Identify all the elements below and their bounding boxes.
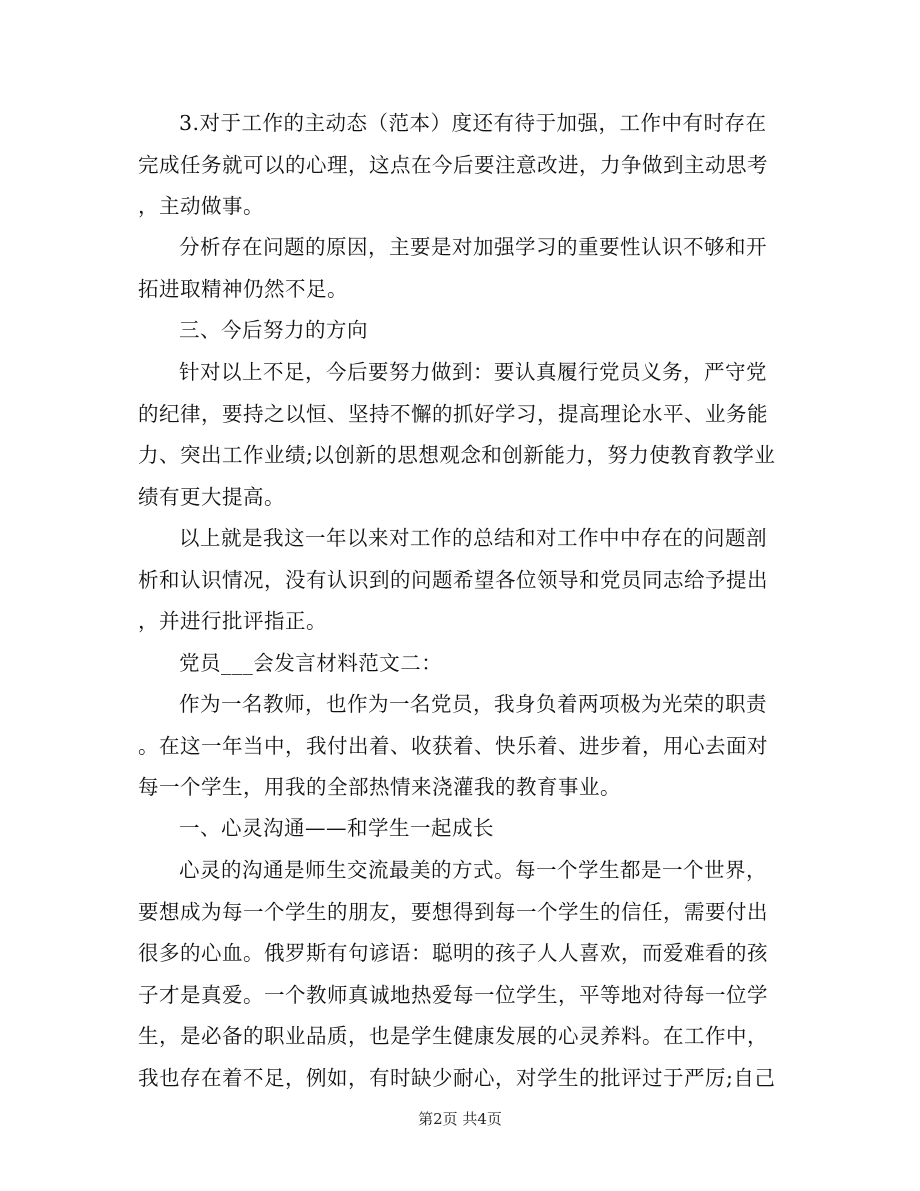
text-line: 的纪律，要持之以恒、坚持不懈的抓好学习，提高理论水平、业务能 xyxy=(138,401,768,426)
para-conclusion xyxy=(138,518,788,643)
text-line: 针对以上不足，今后要努力做到：要认真履行党员义务，严守党 xyxy=(179,360,767,384)
text-line: ，主动做事。 xyxy=(138,194,264,218)
text-line: 心灵的沟通是师生交流最美的方式。每一个学生都是一个世界， xyxy=(179,858,767,882)
heading-future-direction xyxy=(138,310,788,352)
text-line: 3.对于工作的主动态（范本）度还有待于加强，工作中有时存在 xyxy=(179,111,767,135)
text-line: 绩有更大提高。 xyxy=(138,484,285,509)
para-future-efforts xyxy=(138,352,788,518)
para-heart-communication xyxy=(138,850,788,1099)
text-line: 完成任务就可以的心理，这点在今后要注意改进，力争做到主动思考 xyxy=(138,152,768,177)
text-line: 三、今后努力的方向 xyxy=(179,318,368,342)
text-line: 以上就是我这一年以来对工作的总结和对工作中中存在的问题剖 xyxy=(179,526,767,550)
text-line: 析和认识情况，没有认识到的问题希望各位领导和党员同志给予提出 xyxy=(138,567,768,592)
text-line: 党员___会发言材料范文二： xyxy=(179,651,443,675)
text-line: 作为一名教师，也作为一名党员，我身负着两项极为光荣的职责 xyxy=(179,692,767,716)
heading-heart-communication xyxy=(138,808,788,850)
text-line: 。在这一年当中，我付出着、收获着、快乐着、进步着，用心去面对 xyxy=(138,733,768,758)
text-line: 我也存在着不足，例如，有时缺少耐心，对学生的批评过于严厉;自己 xyxy=(138,1065,776,1090)
text-line: ，并进行批评指正。 xyxy=(138,609,327,633)
text-line: 每一个学生，用我的全部热情来浇灌我的教育事业。 xyxy=(138,775,621,799)
para-teacher-intro xyxy=(138,684,788,809)
heading-sample-two xyxy=(138,643,788,685)
text-line: 子才是真爱。一个教师真诚地热爱每一位学生，平等地对待每一位学 xyxy=(138,982,768,1007)
para-work-attitude xyxy=(138,103,788,228)
text-line: 一、心灵沟通——和学生一起成长 xyxy=(179,816,494,840)
para-cause-analysis xyxy=(138,227,788,310)
text-line: 分析存在问题的原因，主要是对加强学习的重要性认识不够和开 xyxy=(179,235,767,259)
text-line: 很多的心血。俄罗斯有句谚语：聪明的孩子人人喜欢，而爱难看的孩 xyxy=(138,941,768,965)
page-number-footer: 第2页 共4页 xyxy=(418,1110,502,1128)
text-line: 力、突出工作业绩;以创新的思想观念和创新能力，努力使教育教学业 xyxy=(138,443,776,467)
text-line: 生，是必备的职业品质，也是学生健康发展的心灵养料。在工作中， xyxy=(138,1024,768,1048)
text-line: 拓进取精神仍然不足。 xyxy=(138,276,348,301)
text-line: 要想成为每一个学生的朋友，要想得到每一个学生的信任，需要付出 xyxy=(138,899,768,924)
